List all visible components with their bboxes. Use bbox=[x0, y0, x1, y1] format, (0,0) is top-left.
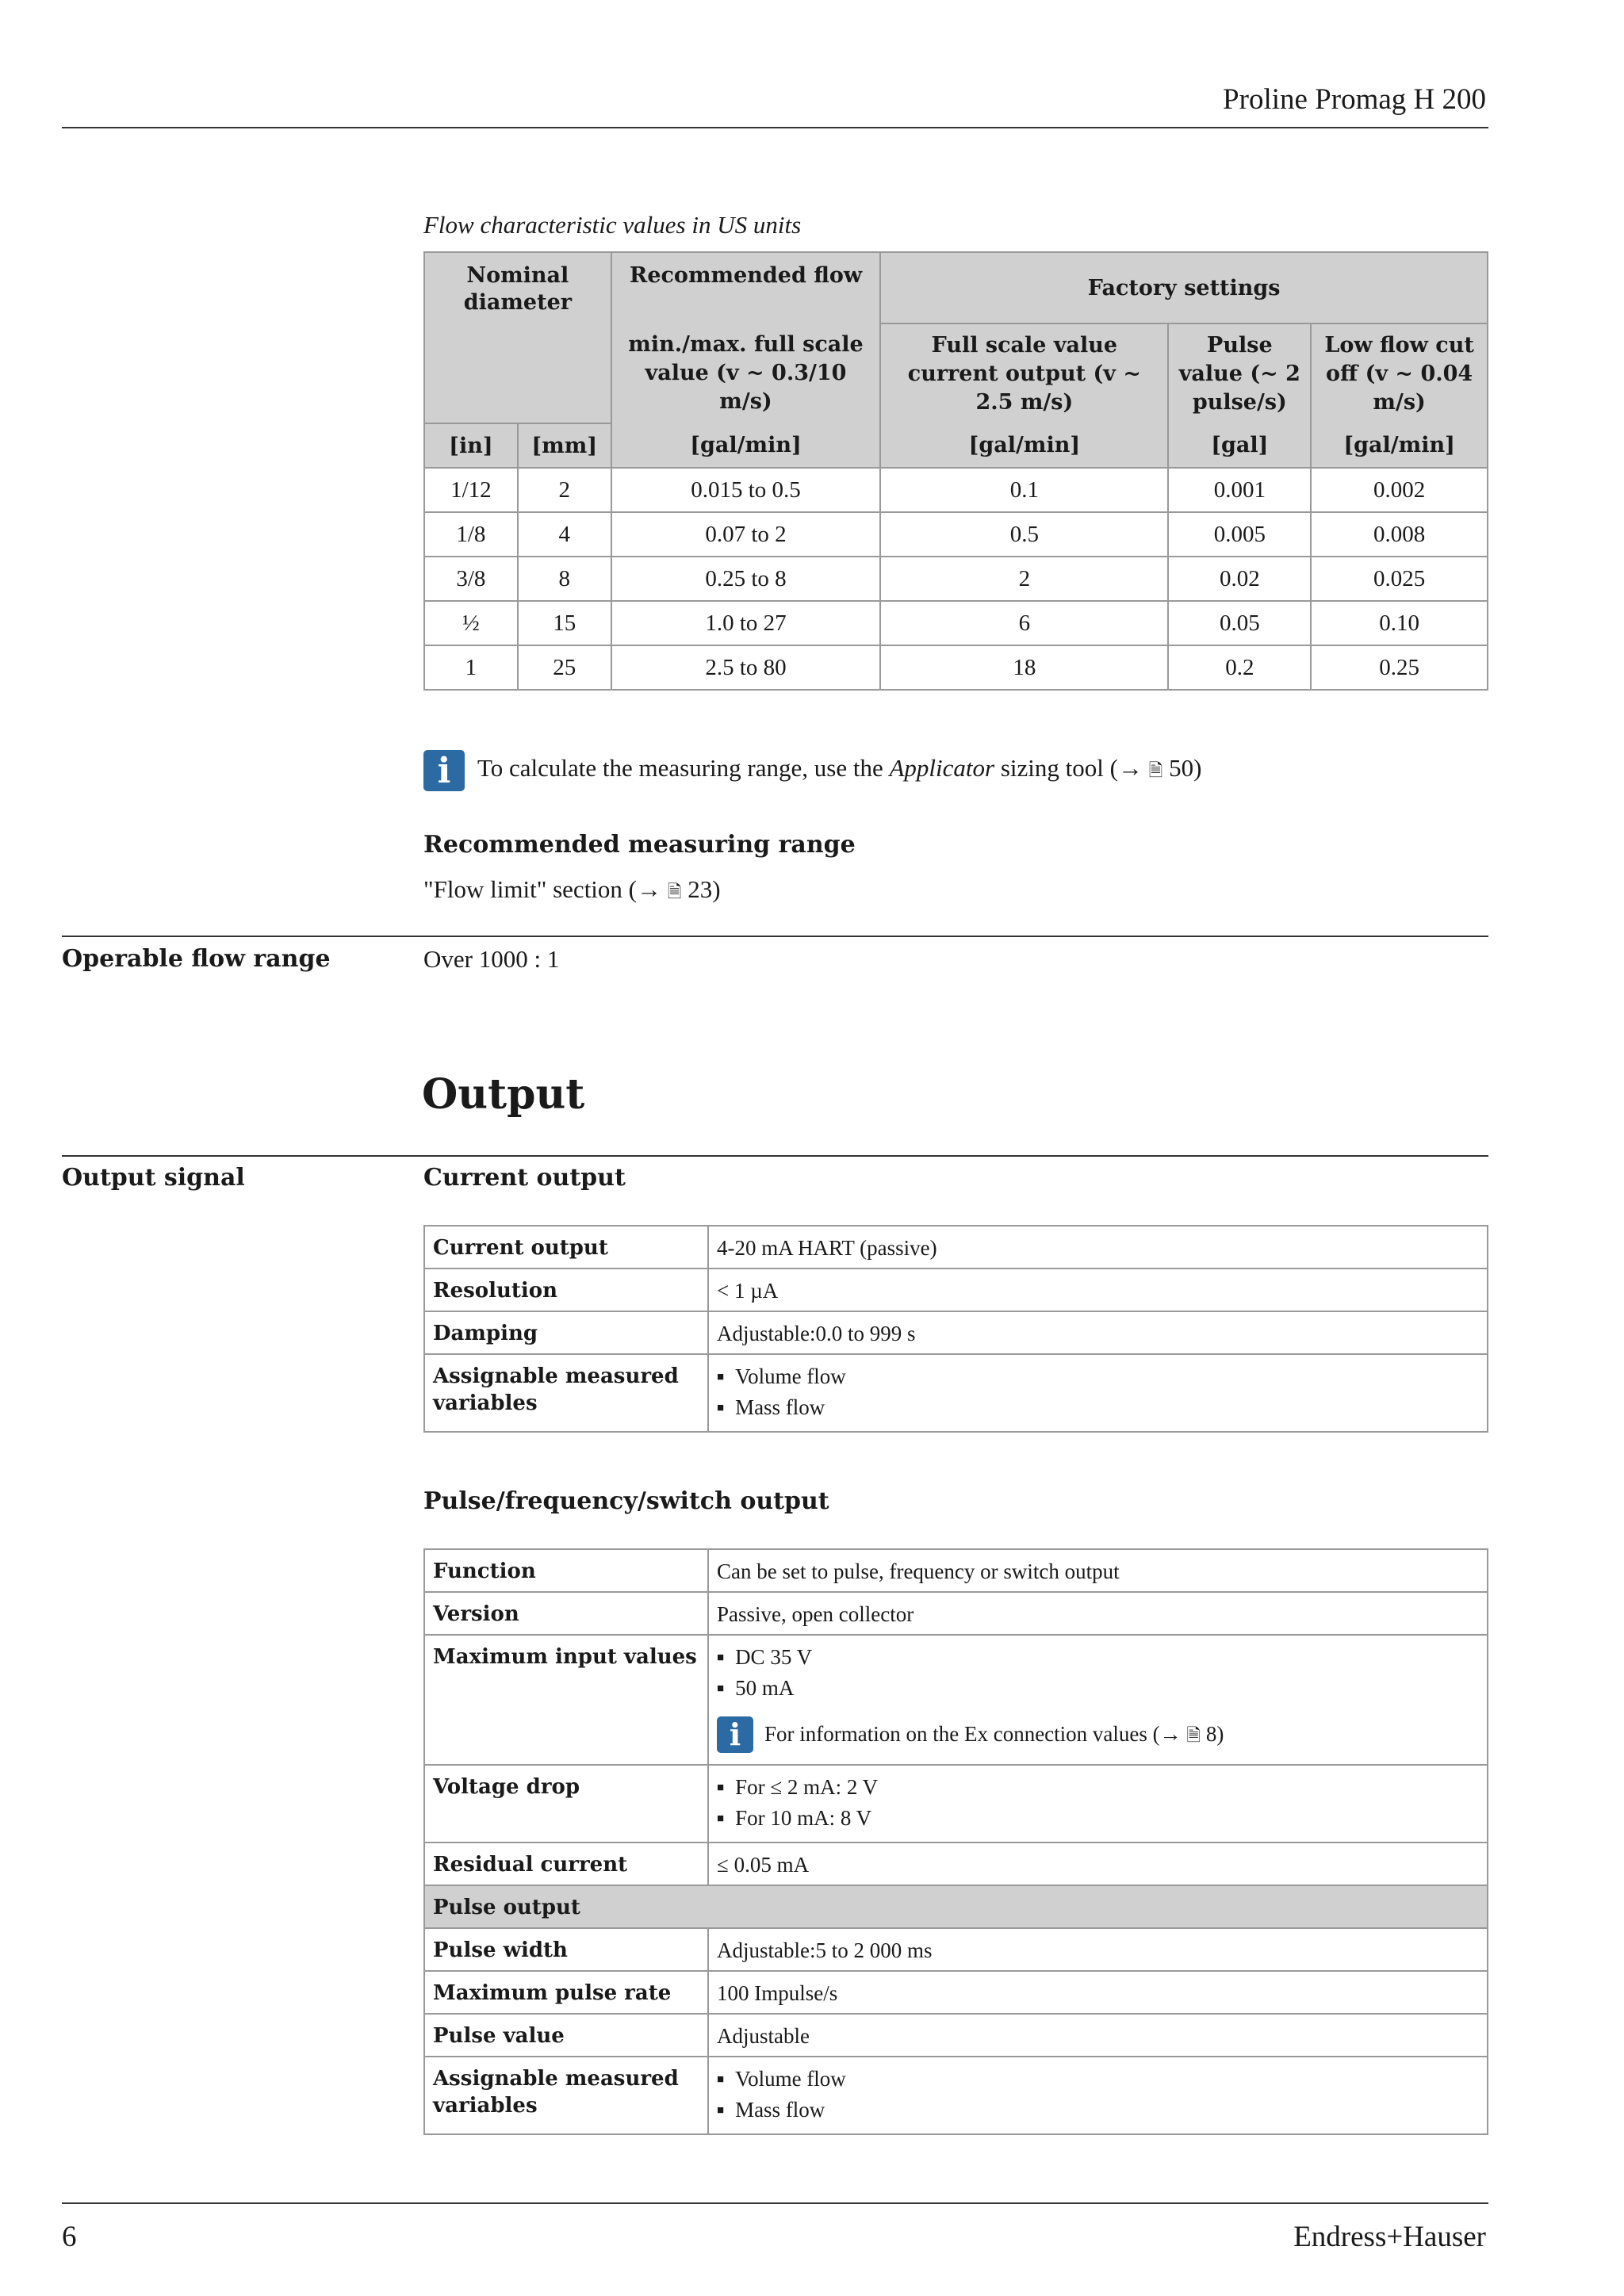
applicator-link[interactable]: Applicator bbox=[889, 754, 995, 782]
row-value bbox=[708, 1765, 1488, 1843]
unit-gal: [gal] bbox=[1168, 423, 1311, 468]
page-ref-icon: 🗎 bbox=[1186, 1725, 1201, 1746]
list-item: ■ For 10 mA: 8 V bbox=[717, 1804, 1479, 1835]
cell-low-flow: 0.002 bbox=[1311, 468, 1488, 512]
operable-flow-range-label: Operable flow range bbox=[62, 945, 331, 973]
recommended-text-part: ) bbox=[712, 875, 721, 903]
unit-gal-min: [gal/min] bbox=[1311, 423, 1488, 468]
ex-note-text bbox=[764, 1720, 1224, 1750]
row-value bbox=[708, 1635, 1488, 1765]
table-row bbox=[424, 1635, 1488, 1765]
cell-in: 3/8 bbox=[424, 557, 518, 601]
row-value: Adjustable:5 to 2 000 ms bbox=[708, 1928, 1488, 1971]
cell-full-scale: 2 bbox=[880, 557, 1168, 601]
list-item: ■ Volume flow bbox=[717, 2065, 1479, 2096]
page-number: 6 bbox=[62, 2221, 77, 2253]
cell-pulse: 0.005 bbox=[1168, 512, 1311, 557]
page-ref-icon: 🗎 bbox=[1148, 761, 1163, 781]
unit-gal-min: [gal/min] bbox=[611, 423, 881, 468]
cell-full-scale: 0.5 bbox=[880, 512, 1168, 557]
cell-pulse: 0.2 bbox=[1168, 645, 1311, 690]
row-key: Maximum input values bbox=[424, 1635, 708, 1765]
cell-in: 1/12 bbox=[424, 468, 518, 512]
row-key: Resolution bbox=[424, 1269, 708, 1311]
cell-mm: 8 bbox=[518, 557, 611, 601]
list-item: ■ 50 mA bbox=[717, 1674, 1479, 1705]
table-row bbox=[424, 2014, 1488, 2057]
cell-full-scale: 6 bbox=[880, 601, 1168, 645]
cell-minmax: 1.0 to 27 bbox=[611, 601, 881, 645]
row-key: Pulse width bbox=[424, 1928, 708, 1971]
operable-flow-range-value: Over 1000 : 1 bbox=[423, 945, 560, 973]
output-section-title: Output bbox=[422, 1070, 585, 1119]
table-row bbox=[424, 645, 1488, 690]
cell-mm: 2 bbox=[518, 468, 611, 512]
table-row bbox=[424, 1311, 1488, 1354]
pulse-output-heading: Pulse/frequency/switch output bbox=[423, 1487, 829, 1515]
recommended-text-part: "Flow limit" section (→ bbox=[423, 875, 668, 903]
cell-full-scale: 18 bbox=[880, 645, 1168, 690]
table-row bbox=[424, 557, 1488, 601]
note-text-part: ) bbox=[1193, 754, 1202, 782]
cell-minmax: 0.015 to 0.5 bbox=[611, 468, 881, 512]
note-text-part: sizing tool (→ bbox=[994, 754, 1149, 782]
table-row bbox=[424, 1549, 1488, 1592]
list-item: ■ Mass flow bbox=[717, 1394, 1479, 1425]
page-ref-number[interactable]: 8 bbox=[1205, 1721, 1217, 1746]
unit-in: [in] bbox=[424, 423, 518, 468]
header-nominal-diameter: Nominal diameter bbox=[424, 252, 611, 323]
ex-note-part: ) bbox=[1216, 1721, 1224, 1746]
header-rule bbox=[62, 127, 1488, 128]
cell-low-flow: 0.10 bbox=[1311, 601, 1488, 645]
section-rule bbox=[62, 1155, 1488, 1157]
row-value bbox=[708, 1354, 1488, 1432]
header-factory-settings: Factory settings bbox=[880, 252, 1488, 323]
unit-mm: [mm] bbox=[518, 423, 611, 468]
list-item: ■ For ≤ 2 mA: 2 V bbox=[717, 1774, 1479, 1804]
unit-gal-min: [gal/min] bbox=[880, 423, 1168, 468]
header-low-flow: Low flow cut off (v ~ 0.04 m/s) bbox=[1311, 323, 1488, 423]
row-key: Residual current bbox=[424, 1843, 708, 1885]
cell-in: 1/8 bbox=[424, 512, 518, 557]
recommended-range-text bbox=[423, 875, 721, 909]
cell-full-scale: 0.1 bbox=[880, 468, 1168, 512]
page-ref-number[interactable]: 23 bbox=[688, 875, 713, 903]
flow-characteristics-table bbox=[423, 251, 1488, 691]
section-rule bbox=[62, 936, 1488, 937]
pulse-output-table bbox=[423, 1548, 1488, 2135]
table-row bbox=[424, 468, 1488, 512]
cell-minmax: 2.5 to 80 bbox=[611, 645, 881, 690]
table-row bbox=[424, 1354, 1488, 1432]
current-output-table bbox=[423, 1225, 1488, 1433]
ex-connection-note bbox=[717, 1716, 1479, 1753]
table-row bbox=[424, 1765, 1488, 1843]
row-key: Current output bbox=[424, 1226, 708, 1269]
table-row bbox=[424, 2057, 1488, 2134]
list-item: ■ Volume flow bbox=[717, 1363, 1479, 1394]
cell-pulse: 0.02 bbox=[1168, 557, 1311, 601]
current-output-heading: Current output bbox=[423, 1164, 626, 1192]
info-icon: i bbox=[717, 1716, 753, 1753]
cell-low-flow: 0.008 bbox=[1311, 512, 1488, 557]
ex-note-part: For information on the Ex connection values (→ bbox=[764, 1721, 1187, 1746]
row-value: < 1 µA bbox=[708, 1269, 1488, 1311]
table-caption: Flow characteristic values in US units bbox=[423, 211, 802, 239]
cell-in: ½ bbox=[424, 601, 518, 645]
cell-in: 1 bbox=[424, 645, 518, 690]
cell-mm: 15 bbox=[518, 601, 611, 645]
row-key: Assignable measured variables bbox=[424, 2057, 708, 2134]
row-key: Maximum pulse rate bbox=[424, 1971, 708, 2014]
applicator-note bbox=[423, 750, 1201, 791]
info-icon: i bbox=[423, 750, 465, 791]
header-product-name: Proline Promag H 200 bbox=[1223, 83, 1486, 116]
row-value: 100 Impulse/s bbox=[708, 1971, 1488, 2014]
applicator-note-text bbox=[477, 754, 1201, 787]
header-full-scale: Full scale value current output (v ~ 2.5 m/s) bbox=[880, 323, 1168, 423]
brand-name: Endress+Hauser bbox=[1293, 2221, 1486, 2253]
row-key: Damping bbox=[424, 1311, 708, 1354]
cell-pulse: 0.001 bbox=[1168, 468, 1311, 512]
list-item: ■ Mass flow bbox=[717, 2096, 1479, 2127]
row-value: Passive, open collector bbox=[708, 1592, 1488, 1635]
row-value: Adjustable:0.0 to 999 s bbox=[708, 1311, 1488, 1354]
row-key: Pulse value bbox=[424, 2014, 708, 2057]
cell-low-flow: 0.025 bbox=[1311, 557, 1488, 601]
table-row bbox=[424, 1928, 1488, 1971]
cell-minmax: 0.07 to 2 bbox=[611, 512, 881, 557]
page-ref-number[interactable]: 50 bbox=[1169, 754, 1194, 782]
footer-rule bbox=[62, 2202, 1488, 2204]
cell-mm: 4 bbox=[518, 512, 611, 557]
variable-list bbox=[717, 2065, 1479, 2127]
list-item: ■ DC 35 V bbox=[717, 1644, 1479, 1674]
row-key: Voltage drop bbox=[424, 1765, 708, 1843]
table-row bbox=[424, 1226, 1488, 1269]
page-ref-icon: 🗎 bbox=[667, 882, 682, 902]
note-text-part: To calculate the measuring range, use the bbox=[477, 754, 890, 782]
recommended-range-heading: Recommended measuring range bbox=[423, 831, 856, 859]
row-value bbox=[708, 2057, 1488, 2134]
table-row bbox=[424, 1843, 1488, 1885]
row-key: Assignable measured variables bbox=[424, 1354, 708, 1432]
row-value: Can be set to pulse, frequency or switch output bbox=[708, 1549, 1488, 1592]
cell-low-flow: 0.25 bbox=[1311, 645, 1488, 690]
header-recommended-flow: Recommended flow bbox=[611, 252, 881, 323]
input-values-list bbox=[717, 1644, 1479, 1705]
row-value: 4-20 mA HART (passive) bbox=[708, 1226, 1488, 1269]
table-row bbox=[424, 512, 1488, 557]
cell-minmax: 0.25 to 8 bbox=[611, 557, 881, 601]
cell-pulse: 0.05 bbox=[1168, 601, 1311, 645]
table-row bbox=[424, 601, 1488, 645]
table-row bbox=[424, 1592, 1488, 1635]
header-minmax: min./max. full scale value (v ~ 0.3/10 m/s) bbox=[611, 323, 881, 423]
row-value: Adjustable bbox=[708, 2014, 1488, 2057]
cell-mm: 25 bbox=[518, 645, 611, 690]
row-key: Function bbox=[424, 1549, 708, 1592]
header-blank bbox=[424, 323, 611, 423]
header-pulse-value: Pulse value (~ 2 pulse/s) bbox=[1168, 323, 1311, 423]
output-signal-label: Output signal bbox=[62, 1164, 245, 1192]
voltage-drop-list bbox=[717, 1774, 1479, 1835]
pulse-output-section: Pulse output bbox=[424, 1885, 1488, 1928]
variable-list bbox=[717, 1363, 1479, 1425]
table-row bbox=[424, 1971, 1488, 2014]
table-section-row bbox=[424, 1885, 1488, 1928]
row-value: ≤ 0.05 mA bbox=[708, 1843, 1488, 1885]
row-key: Version bbox=[424, 1592, 708, 1635]
table-row bbox=[424, 1269, 1488, 1311]
